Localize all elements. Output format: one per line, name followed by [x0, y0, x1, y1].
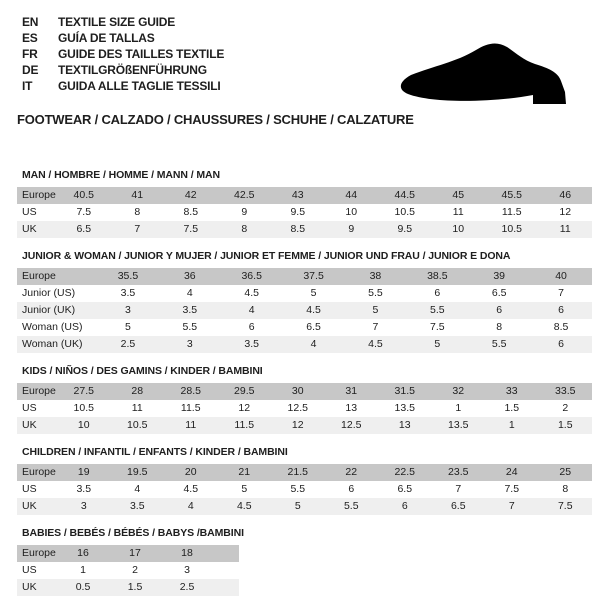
- row-label: Woman (US): [22, 321, 83, 333]
- size-cell: 7.5: [557, 500, 573, 512]
- table-row: [17, 285, 592, 302]
- size-cell: 4: [248, 304, 255, 316]
- row-label: UK: [22, 223, 37, 235]
- size-guide-page: [0, 14, 600, 614]
- size-cell: 21.5: [287, 466, 308, 478]
- size-table: [17, 545, 600, 596]
- size-cell: 3.5: [244, 338, 259, 350]
- table-header-row: [17, 383, 592, 400]
- size-cell: 5: [294, 500, 301, 512]
- size-cell: 28: [131, 385, 144, 397]
- size-cell: 28.5: [180, 385, 201, 397]
- size-cell: 18: [181, 547, 193, 559]
- size-table-section: [17, 169, 600, 238]
- size-cell: 3.5: [129, 500, 145, 512]
- table-row: [17, 498, 592, 515]
- size-cell: 9.5: [290, 206, 306, 218]
- size-cell: 12: [238, 402, 251, 414]
- size-cell: 10.5: [501, 223, 522, 235]
- size-cell: 6: [496, 304, 503, 316]
- size-cell: 3.5: [120, 287, 136, 299]
- table-header-row: [17, 464, 592, 481]
- size-cell: 7.5: [504, 483, 520, 495]
- size-cell: 29.5: [234, 385, 255, 397]
- size-cell: 21: [238, 466, 251, 478]
- size-cell: 0.5: [75, 581, 91, 593]
- size-cell: 8.5: [553, 321, 569, 333]
- size-cell: 7: [558, 287, 564, 299]
- size-cell: 6: [558, 304, 564, 316]
- size-cell: 5: [125, 321, 131, 333]
- size-cell: 1: [508, 419, 515, 431]
- size-cell: 6.5: [450, 500, 466, 512]
- size-cell: 9: [241, 206, 248, 218]
- size-cell: 5.5: [182, 321, 198, 333]
- size-cell: 25: [559, 466, 572, 478]
- table-header-row: [17, 545, 239, 562]
- size-table-section: [17, 446, 600, 515]
- size-cell: 4.5: [183, 483, 199, 495]
- size-cell: 7: [134, 223, 141, 235]
- size-cell: 40.5: [73, 189, 94, 201]
- size-cell: 4.5: [236, 500, 252, 512]
- size-cell: 8.5: [290, 223, 306, 235]
- size-cell: 11: [452, 206, 464, 218]
- size-cell: 4.5: [368, 338, 383, 350]
- table-title: MAN / HOMBRE / HOMME / MANN / MAN: [22, 169, 220, 181]
- size-cell: 13: [398, 419, 411, 431]
- table-row: [17, 221, 592, 238]
- size-cell: 36.5: [241, 270, 262, 282]
- table-row: [17, 204, 592, 221]
- table-row: [17, 319, 592, 336]
- size-cell: 40: [555, 270, 567, 282]
- size-cell: 7: [508, 500, 515, 512]
- size-cell: 20: [184, 466, 197, 478]
- size-cell: 37.5: [303, 270, 324, 282]
- size-cell: 38.5: [427, 270, 448, 282]
- size-cell: 11.5: [234, 419, 255, 431]
- row-label: US: [22, 564, 37, 576]
- size-cell: 46: [559, 189, 572, 201]
- size-cell: 10: [452, 223, 465, 235]
- table-row: [17, 579, 239, 596]
- size-cell: 1.5: [127, 581, 143, 593]
- size-cell: 10.5: [394, 206, 415, 218]
- table-row: [17, 562, 239, 579]
- size-cell: 24: [505, 466, 518, 478]
- language-label: TEXTILGRÖßENFÜHRUNG: [58, 63, 207, 77]
- table-title: JUNIOR & WOMAN / JUNIOR Y MUJER / JUNIOR ET FEMME / JUNIOR UND FRAU / JUNIOR E DONA: [22, 250, 511, 262]
- table-title: CHILDREN / INFANTIL / ENFANTS / KINDER / BAMBINI: [22, 446, 288, 458]
- size-cell: 3: [186, 338, 193, 350]
- size-cell: 19: [77, 466, 90, 478]
- category-title: FOOTWEAR / CALZADO / CHAUSSURES / SCHUHE / CALZATURE: [17, 112, 414, 127]
- size-cell: 7.5: [183, 223, 199, 235]
- size-cell: 8: [496, 321, 503, 333]
- row-label: UK: [22, 419, 37, 431]
- language-code: EN: [22, 15, 39, 29]
- size-cell: 13.5: [448, 419, 469, 431]
- size-cell: 33: [505, 385, 518, 397]
- row-label: Europe: [22, 270, 56, 282]
- size-cell: 4.5: [306, 304, 321, 316]
- row-label: Europe: [22, 189, 56, 201]
- size-cell: 12.5: [341, 419, 362, 431]
- size-cell: 8.5: [183, 206, 199, 218]
- size-cell: 35.5: [117, 270, 139, 282]
- row-label: Junior (US): [22, 287, 76, 299]
- size-cell: 9: [348, 223, 355, 235]
- language-label: TEXTILE SIZE GUIDE: [58, 15, 176, 29]
- size-cell: 11.5: [501, 206, 522, 218]
- table-title: KIDS / NIÑOS / DES GAMINS / KINDER / BAMBINI: [22, 365, 263, 377]
- row-label: Europe: [22, 547, 56, 559]
- size-cell: 31: [345, 385, 358, 397]
- size-cell: 5.5: [430, 304, 445, 316]
- row-label: Europe: [22, 466, 56, 478]
- size-cell: 4.5: [244, 287, 259, 299]
- size-table: [17, 383, 600, 434]
- size-cell: 8: [241, 223, 248, 235]
- size-table-section: [17, 365, 600, 434]
- size-cell: 6: [434, 287, 441, 299]
- size-cell: 10: [77, 419, 90, 431]
- size-cell: 5: [241, 483, 248, 495]
- size-cell: 6.5: [491, 287, 507, 299]
- row-label: US: [22, 206, 37, 218]
- size-cell: 7.5: [430, 321, 445, 333]
- language-code: ES: [22, 31, 38, 45]
- row-label: US: [22, 483, 37, 495]
- row-label: UK: [22, 500, 37, 512]
- size-cell: 2.5: [179, 581, 195, 593]
- table-header-row: [17, 187, 592, 204]
- size-cell: 19.5: [127, 466, 148, 478]
- size-cell: 43: [291, 189, 304, 201]
- size-table-section: [17, 527, 600, 596]
- size-cell: 30: [291, 385, 304, 397]
- size-cell: 44.5: [394, 189, 415, 201]
- table-row: [17, 400, 592, 417]
- size-cell: 42.5: [234, 189, 255, 201]
- size-cell: 11.5: [180, 402, 201, 414]
- size-cell: 7: [372, 321, 379, 333]
- size-cell: 2: [132, 564, 138, 576]
- size-cell: 38: [369, 270, 382, 282]
- size-cell: 45: [452, 189, 465, 201]
- size-cell: 13: [345, 402, 358, 414]
- language-label: GUÍA DE TALLAS: [58, 31, 155, 45]
- size-cell: 6.5: [397, 483, 413, 495]
- size-cell: 1: [455, 402, 462, 414]
- size-cell: 11: [131, 402, 143, 414]
- row-label: Woman (UK): [22, 338, 83, 350]
- size-cell: 44: [345, 189, 358, 201]
- size-cell: 31.5: [394, 385, 415, 397]
- language-code: FR: [22, 47, 38, 61]
- table-row: [17, 336, 592, 353]
- language-row: [22, 14, 600, 30]
- size-cell: 7: [455, 483, 462, 495]
- size-cell: 8: [134, 206, 141, 218]
- size-cell: 3.5: [182, 304, 198, 316]
- size-cell: 22: [345, 466, 358, 478]
- size-table: [17, 268, 600, 353]
- size-cell: 8: [562, 483, 569, 495]
- row-label: UK: [22, 581, 37, 593]
- size-cell: 5.5: [290, 483, 306, 495]
- table-title: BABIES / BEBÉS / BÉBÉS / BABYS /BAMBINI: [22, 527, 244, 539]
- table-row: [17, 417, 592, 434]
- size-cell: 3: [125, 304, 131, 316]
- size-cell: 10.5: [73, 402, 94, 414]
- size-cell: 4: [186, 287, 193, 299]
- size-cell: 5: [310, 287, 317, 299]
- table-header-row: [17, 268, 592, 285]
- size-tables: [17, 169, 600, 596]
- size-cell: 45.5: [501, 189, 522, 201]
- size-cell: 6: [248, 321, 255, 333]
- size-cell: 1: [80, 564, 86, 576]
- language-label: GUIDE DES TAILLES TEXTILE: [58, 47, 225, 61]
- shoe-silhouette: [401, 43, 566, 104]
- size-cell: 12: [291, 419, 304, 431]
- row-label: Junior (UK): [22, 304, 76, 316]
- size-cell: 42: [184, 189, 197, 201]
- size-cell: 13.5: [394, 402, 415, 414]
- size-cell: 17: [129, 547, 141, 559]
- size-cell: 6: [558, 338, 564, 350]
- language-code: IT: [22, 79, 33, 93]
- size-table: [17, 464, 600, 515]
- size-cell: 9.5: [397, 223, 413, 235]
- size-cell: 3.5: [76, 483, 92, 495]
- size-cell: 6: [348, 483, 355, 495]
- size-cell: 41: [131, 189, 144, 201]
- size-cell: 6: [401, 500, 408, 512]
- size-cell: 5.5: [343, 500, 359, 512]
- size-cell: 12.5: [287, 402, 308, 414]
- size-cell: 32: [452, 385, 465, 397]
- size-cell: 12: [559, 206, 572, 218]
- size-cell: 36: [183, 270, 196, 282]
- size-cell: 10: [345, 206, 358, 218]
- size-cell: 6.5: [76, 223, 92, 235]
- size-cell: 7.5: [76, 206, 92, 218]
- size-cell: 5.5: [368, 287, 383, 299]
- size-cell: 4: [310, 338, 317, 350]
- size-cell: 39: [493, 270, 506, 282]
- size-table: [17, 187, 600, 238]
- size-cell: 4: [187, 500, 194, 512]
- row-label: Europe: [22, 385, 56, 397]
- size-cell: 4: [134, 483, 141, 495]
- size-cell: 16: [77, 547, 89, 559]
- size-cell: 3: [184, 564, 190, 576]
- size-cell: 10.5: [127, 419, 148, 431]
- size-cell: 11: [559, 223, 571, 235]
- language-label: GUIDA ALLE TAGLIE TESSILI: [58, 79, 221, 93]
- size-cell: 1.5: [504, 402, 520, 414]
- size-cell: 11: [185, 419, 197, 431]
- size-cell: 22.5: [394, 466, 415, 478]
- shoe-icon: [396, 42, 580, 112]
- size-table-section: [17, 250, 600, 353]
- table-row: [17, 481, 592, 498]
- size-cell: 2.5: [120, 338, 136, 350]
- size-cell: 6.5: [306, 321, 321, 333]
- size-cell: 5.5: [491, 338, 507, 350]
- language-code: DE: [22, 63, 39, 77]
- size-cell: 2: [562, 402, 569, 414]
- row-label: US: [22, 402, 37, 414]
- size-cell: 5: [434, 338, 441, 350]
- size-cell: 3: [80, 500, 87, 512]
- size-cell: 5: [372, 304, 379, 316]
- size-cell: 33.5: [555, 385, 576, 397]
- table-row: [17, 302, 592, 319]
- size-cell: 1.5: [557, 419, 573, 431]
- size-cell: 27.5: [73, 385, 94, 397]
- size-cell: 23.5: [448, 466, 469, 478]
